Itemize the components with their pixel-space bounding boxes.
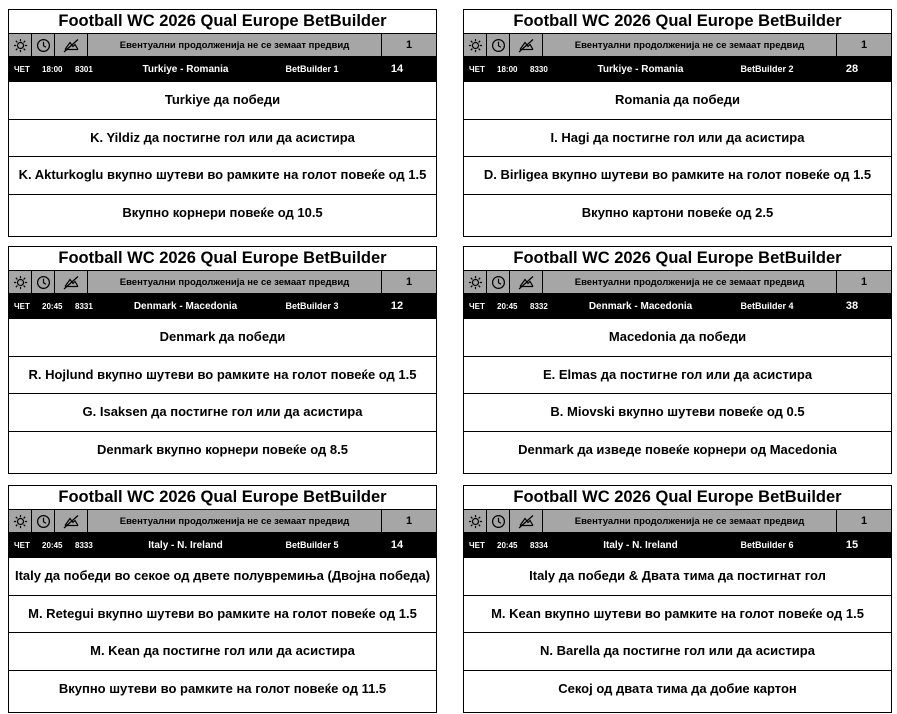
- match-row[interactable]: [9, 533, 436, 558]
- betbuilder-label: BetBuilder 3: [285, 301, 339, 311]
- selection-row: D. Birligea вкупно шутеви во рамките на голот повеќе од 1.5: [464, 157, 891, 195]
- match-code: 8331: [75, 301, 93, 311]
- selection-row: Denmark да победи: [9, 319, 436, 357]
- settings-icon[interactable]: [9, 510, 32, 532]
- betbuilder-odds: 14: [390, 539, 404, 551]
- card-title: Football WC 2026 Qual Europe BetBuilder: [464, 247, 891, 271]
- extra-time-notice: Евентуални продолженија не се земаат предвид: [88, 271, 382, 293]
- match-day: ЧЕТ: [469, 301, 485, 311]
- extra-time-notice: Евентуални продолженија не се земаат предвид: [88, 34, 382, 56]
- no-extra-time-icon[interactable]: [510, 271, 543, 293]
- betbuilder-card-6: [463, 485, 892, 713]
- clock-icon[interactable]: [487, 34, 510, 56]
- no-extra-time-icon[interactable]: [55, 34, 88, 56]
- notice-count: 1: [860, 39, 868, 51]
- match-teams: Italy - N. Ireland: [603, 539, 678, 551]
- card-title: Football WC 2026 Qual Europe BetBuilder: [9, 10, 436, 34]
- notice-count: 1: [860, 515, 868, 527]
- extra-time-notice: Евентуални продолженија не се земаат предвид: [543, 34, 837, 56]
- info-row: [9, 510, 436, 533]
- betbuilder-odds: 12: [390, 300, 404, 312]
- selection-row: E. Elmas да постигне гол или да асистира: [464, 357, 891, 395]
- clock-icon[interactable]: [32, 510, 55, 532]
- betbuilder-odds: 38: [845, 300, 859, 312]
- info-row: [464, 34, 891, 57]
- no-extra-time-icon[interactable]: [55, 510, 88, 532]
- extra-time-notice: Евентуални продолженија не се земаат предвид: [543, 510, 837, 532]
- match-teams: Denmark - Macedonia: [133, 300, 238, 312]
- no-extra-time-icon[interactable]: [510, 510, 543, 532]
- selection-row: M. Retegui вкупно шутеви во рамките на голот повеќе од 1.5: [9, 596, 436, 634]
- selection-row: Italy да победи & Двата тима да постигнат гол: [464, 558, 891, 596]
- match-row[interactable]: [464, 57, 891, 82]
- settings-icon[interactable]: [464, 510, 487, 532]
- info-row: [9, 34, 436, 57]
- betbuilder-card-5: [8, 485, 437, 713]
- betbuilder-odds: 15: [845, 539, 859, 551]
- match-code: 8330: [530, 64, 548, 74]
- match-code: 8334: [530, 540, 548, 550]
- no-extra-time-icon[interactable]: [55, 271, 88, 293]
- match-code: 8333: [75, 540, 93, 550]
- notice-count: 1: [860, 276, 868, 288]
- extra-time-notice: Евентуални продолженија не се земаат предвид: [88, 510, 382, 532]
- betbuilder-odds: 28: [845, 63, 859, 75]
- selection-row: Turkiye да победи: [9, 82, 436, 120]
- selection-row: Вкупно картони повеќе од 2.5: [581, 205, 774, 221]
- match-time: 18:00: [42, 64, 63, 74]
- selection-row: M. Kean да постигне гол или да асистира: [9, 633, 436, 671]
- match-code: 8301: [75, 64, 93, 74]
- match-day: ЧЕТ: [14, 64, 30, 74]
- match-day: ЧЕТ: [14, 540, 30, 550]
- clock-icon[interactable]: [487, 271, 510, 293]
- match-time: 20:45: [42, 301, 63, 311]
- no-extra-time-icon[interactable]: [510, 34, 543, 56]
- match-row[interactable]: [464, 533, 891, 558]
- match-row[interactable]: [464, 294, 891, 319]
- selection-row: Denmark да изведе повеќе корнери од Macedonia: [518, 442, 837, 458]
- betbuilder-label: BetBuilder 5: [285, 540, 339, 550]
- selection-row: M. Kean вкупно шутеви во рамките на голот повеќе од 1.5: [464, 596, 891, 634]
- settings-icon[interactable]: [464, 34, 487, 56]
- match-time: 20:45: [497, 301, 518, 311]
- clock-icon[interactable]: [487, 510, 510, 532]
- match-row[interactable]: [9, 57, 436, 82]
- card-title: Football WC 2026 Qual Europe BetBuilder: [9, 486, 436, 510]
- notice-count: 1: [405, 515, 413, 527]
- selection-row: Italy да победи во секое од двете полувремиња (Двојна победа): [9, 558, 436, 596]
- card-title: Football WC 2026 Qual Europe BetBuilder: [464, 486, 891, 510]
- selection-row: Вкупно шутеви во рамките на голот повеќе од 11.5: [58, 681, 387, 697]
- selection-row: K. Akturkoglu вкупно шутеви во рамките на голот повеќе од 1.5: [9, 157, 436, 195]
- info-row: [464, 510, 891, 533]
- selection-row: K. Yildiz да постигне гол или да асистира: [9, 120, 436, 158]
- match-teams: Denmark - Macedonia: [588, 300, 693, 312]
- betbuilder-card-4: [463, 246, 892, 474]
- selection-row: I. Hagi да постигне гол или да асистира: [464, 120, 891, 158]
- match-teams: Italy - N. Ireland: [148, 539, 223, 551]
- card-title: Football WC 2026 Qual Europe BetBuilder: [464, 10, 891, 34]
- selection-row: Вкупно корнери повеќе од 10.5: [122, 205, 323, 221]
- selection-row: N. Barella да постигне гол или да асистира: [464, 633, 891, 671]
- match-time: 18:00: [497, 64, 518, 74]
- notice-count: 1: [405, 39, 413, 51]
- match-teams: Turkiye - Romania: [142, 63, 229, 75]
- match-teams: Turkiye - Romania: [597, 63, 684, 75]
- match-time: 20:45: [42, 540, 63, 550]
- betbuilder-card-2: [463, 9, 892, 237]
- selection-row: Romania да победи: [464, 82, 891, 120]
- selection-row: Секој од двата тима да добие картон: [558, 681, 797, 697]
- clock-icon[interactable]: [32, 271, 55, 293]
- clock-icon[interactable]: [32, 34, 55, 56]
- notice-count: 1: [405, 276, 413, 288]
- selection-row: G. Isaksen да постигне гол или да асистира: [9, 394, 436, 432]
- betbuilder-label: BetBuilder 6: [740, 540, 794, 550]
- selection-row: Macedonia да победи: [464, 319, 891, 357]
- info-row: [464, 271, 891, 294]
- match-day: ЧЕТ: [469, 540, 485, 550]
- match-row[interactable]: [9, 294, 436, 319]
- match-time: 20:45: [497, 540, 518, 550]
- betbuilder-card-1: [8, 9, 437, 237]
- match-day: ЧЕТ: [469, 64, 485, 74]
- extra-time-notice: Евентуални продолженија не се земаат предвид: [543, 271, 837, 293]
- betbuilder-odds: 14: [390, 63, 404, 75]
- betbuilder-label: BetBuilder 4: [740, 301, 794, 311]
- betbuilder-card-3: [8, 246, 437, 474]
- settings-icon[interactable]: [9, 271, 32, 293]
- info-row: [9, 271, 436, 294]
- match-code: 8332: [530, 301, 548, 311]
- betbuilder-label: BetBuilder 2: [740, 64, 794, 74]
- selection-row: B. Miovski вкупно шутеви повеќе од 0.5: [464, 394, 891, 432]
- selection-row: Denmark вкупно корнери повеќе од 8.5: [97, 442, 348, 458]
- betbuilder-label: BetBuilder 1: [285, 64, 339, 74]
- settings-icon[interactable]: [9, 34, 32, 56]
- match-day: ЧЕТ: [14, 301, 30, 311]
- selection-row: R. Hojlund вкупно шутеви во рамките на голот повеќе од 1.5: [9, 357, 436, 395]
- settings-icon[interactable]: [464, 271, 487, 293]
- card-title: Football WC 2026 Qual Europe BetBuilder: [9, 247, 436, 271]
